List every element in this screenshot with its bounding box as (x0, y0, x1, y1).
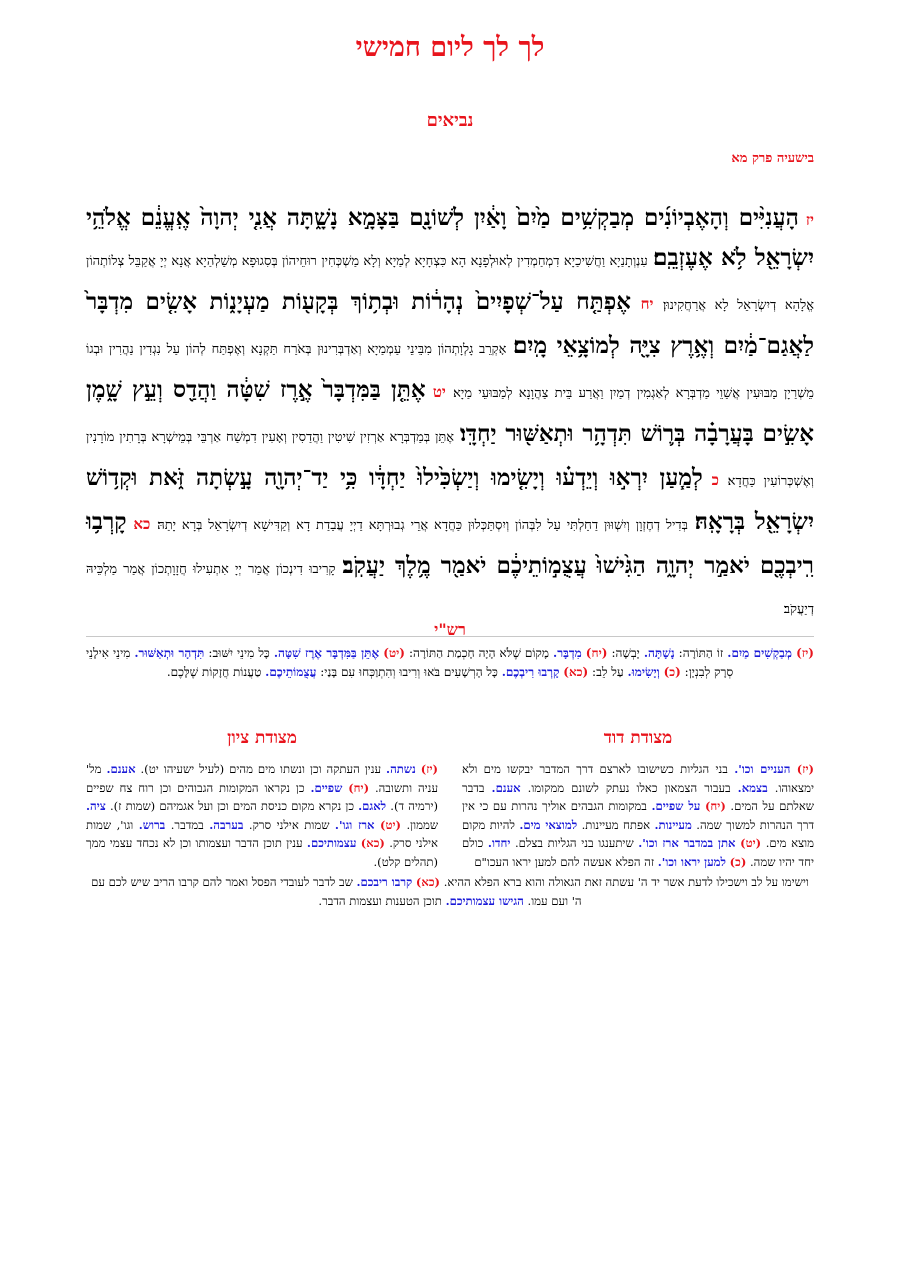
chapter-heading: בישעיה פרק מא (731, 151, 814, 166)
dibur-hamatchil: מעיינות. (654, 817, 692, 832)
dibur-hamatchil: ברוש. (138, 817, 166, 832)
verse-text: קָרְב֥וּ רִֽיבְכֶ֖ם יֹאמַ֣ר יְהוָ֑ה הַגִּ֙ישׁוּ֙ עֲצֻמ֣וֹתֵיכֶ֔ם יֹאמַ֖ר מֶ֥לֶךְ יַעֲקֹֽב׃ (86, 508, 814, 579)
comment-text: שיתענגו בני הגליות בצלם. (515, 836, 634, 851)
dibur-hamatchil: קָרְבוּ רִיבְכֶם. (501, 665, 560, 679)
comment-text: וגו', שמות אילני סרק. (86, 817, 438, 851)
comment-verse-number: (כא) (415, 875, 441, 889)
dibur-hamatchil: שפיים. (310, 780, 343, 795)
targum-text: אֶתֵּן בְּמַדְבְּרָא אַרְזִין שִׁיטִין וַהֲדַסִין וְאָעִין דִמְשַׁח אַרְבֵּי בְּמֵישְׁרָא בְּרָתִין מוֹרָנִין וְאֶשְׁכְּרוֹעִין כַּחֲדָא׃ (86, 430, 814, 489)
comment-verse-number: (יט) (740, 836, 762, 851)
page-title: לך לך ליום חמישי (355, 32, 545, 63)
comment-verse-number: (יז) (420, 762, 439, 776)
dibur-hamatchil: מִדְבָּר. (553, 646, 582, 660)
dibur-hamatchil: נשתה. (386, 762, 416, 776)
comment-text: כָּל הָרְשָׁעִים בֹּאוּ וְרִיבוּ וְהִתְוַכְּחוּ עִם בָּנַי: (320, 665, 498, 679)
comment-text: שב לדבר לעובדי הפסל ואמר להם קרבו הריב שיש לכם עם ה' ועם עמו. (91, 875, 582, 908)
metzudat-zion-title: מצודת ציון (227, 728, 297, 748)
comment-text: יָבְשָׁה: (611, 646, 640, 660)
metzudat-david-title: מצודת דוד (603, 728, 673, 748)
comment-text: כן נקראו המקומות הגבוהים וכן רוח צח שפיים (ירמיה ד). (86, 780, 439, 814)
comment-text: מל' עניה ותשובה. (86, 762, 438, 795)
comment-text: מָקוֹם שֶׁלֹּא הָיָה חָכְמַת הַתּוֹרָה: (409, 646, 549, 660)
dibur-hamatchil: עֲצֻמוֹתֵיכֶם. (265, 665, 317, 679)
comment-text: להיות מקום מוצא מים. (462, 817, 815, 851)
targum-text: עִנְוְתָנַיָא וַחֲשִׁיכַיָא דִמְחַמְדִין לְאוּלְפָנָא הָא כִּצְחָיָא לְמַיָא וְלָא מַשְׁכְּחִין רוּחֵיהוֹן בְּסִגוּפָא מְשַׁלְהַיָא אֲנָא יְיָ אֲקַבֵּל צְלוֹתְהוֹן אֱלָהָא דְיִשְׂרָאֵל לָא אֲרַחֲקִינוּן׃ (86, 254, 815, 313)
comment-verse-number: (כ) (729, 854, 747, 869)
verse-text: אֶפְתַּ֤ח עַל־שְׁפָיִים֙ נְהָר֔וֹת וּבְת֥וֹךְ בְּקָע֖וֹת מַעְיָנ֑וֹת אָשִׂ֤ים מִדְבָּר֙ לַאֲגַם־מַ֔יִם וְאֶ֥רֶץ צִיָּ֖ה לְמוֹצָ֥אֵי מָֽיִם׃ (86, 288, 814, 359)
comment-text: בני הגליות כשישובו לארצם דרך המדבר יבקשו מים ולא ימצאוהו. (462, 762, 814, 795)
targum-text: קָרִיבוּ דִינְכוֹן אֲמַר יְיָ אִתְעִילוּ חֲזָוָתְכוֹן אֲמַר מַלְכֵּיהּ דְיַעֲקֹב׃ (86, 562, 814, 617)
comment-verse-number: (כ) (663, 665, 681, 679)
comment-verse-number: (יז) (796, 762, 814, 776)
comment-verse-number: (יח) (704, 799, 726, 814)
verse-number: כא (133, 515, 151, 533)
targum-text: בְּדִיל דְחֶזְוָן וְיִשְׁוּוּן דַחַלְתִּי עַל לִבְּהוֹן וְיִסְתַּכְּלוּן כַּחֲדָא אֲרֵי גְבוּרְתָּא דַיְיָ עֲבַדַת דָא וְקַדִּישָׁא דְיִשְׂרָאֵל בְּרָא יָתַהּ׃ (157, 518, 688, 533)
dibur-hamatchil: קרבו ריבכם. (356, 875, 413, 889)
verse-number: יט (432, 383, 446, 401)
comment-text: שמות אילני סרק. (248, 817, 330, 832)
comment-text: שממון. (406, 817, 439, 832)
comment-text: כן נקרא מקום כניסת המים וכן ועל אגמיהם (שמות ז). (109, 799, 354, 814)
verse-number: כ (711, 471, 719, 489)
comment-text: במדבר. (170, 817, 204, 832)
verse-number: יז (805, 211, 814, 229)
main-text (86, 198, 814, 630)
comment-verse-number: (כא) (360, 836, 385, 851)
comment-text: זוֹ הַתּוֹרָה: (678, 646, 724, 660)
comment-verse-number: (יט) (379, 817, 401, 832)
dibur-hamatchil: אענם. (491, 780, 521, 795)
verse-text: לְמַ֧עַן יִרְא֣וּ וְיֵדְע֗וּ וְיָשִׂ֤ימוּ וְיַשְׂכִּ֙ילוּ֙ יַחְדָּ֔ו כִּ֥י יַד־יְהוָ֖ה עָ֣שְׂתָה זֹּ֑את וּקְד֥וֹשׁ יִשְׂרָאֵ֖ל בְּרָאָֽהּ׃ (86, 464, 814, 535)
comment-text: זה הפלא אעשה להם למען יראו העכו"ם (474, 854, 655, 869)
dibur-hamatchil: אתן במדבר ארז וכו'. (638, 836, 736, 851)
comment-text: תוכן הטענות ועצמות הדבר. (318, 893, 442, 908)
dibur-hamatchil: ציה. (86, 799, 106, 814)
dibur-hamatchil: הגישו עצמותיכם. (445, 893, 524, 908)
dibur-hamatchil: למוצאי מים. (519, 817, 578, 832)
dibur-hamatchil: מְבַקְשִׁים מַיִם. (727, 646, 793, 660)
comment-text: בעבור הצמאון כאלו נעתק לשונם ממקומו. (527, 780, 731, 795)
comment-text: וישימו על לב וישכילו לדעת אשר יד ה' עשתה זאת הגאולה והוא ברא הפלא ההיא. (443, 875, 809, 889)
verse-number: יח (640, 295, 654, 313)
dibur-hamatchil: לאגם. (358, 799, 387, 814)
comment-verse-number: (יח) (348, 780, 370, 795)
metzudat-david-continuation (86, 873, 814, 910)
comment-verse-number: (יח) (585, 646, 608, 660)
dibur-hamatchil: בערבה. (209, 817, 244, 832)
metzudat-david-commentary (462, 760, 814, 872)
dibur-hamatchil: אענם. (106, 762, 136, 776)
comment-text: ענין העתקה וכן ונשתו מים מהים (לעיל ישעיהו יט). (140, 762, 382, 776)
comment-verse-number: (כא) (563, 665, 589, 679)
comment-verse-number: (יט) (383, 646, 405, 660)
comment-text: במקומות הגבהים אוליך נהרות עם כי אין דרך הנהרות למשוך שמה. (462, 799, 815, 832)
verse-text: הָעֲנִיִּ֨ים וְהָאֶבְיוֹנִ֜ים מְבַקְשִׁ֥ים מַ֙יִם֙ וָאַ֔יִן לְשׁוֹנָ֖ם בַּצָּמָ֣א נָשָׁ֑תָּה אֲנִ֤י יְהוָה֙ אֶֽעֱנֵ֔ם אֱלֹהֵ֥י יִשְׂרָאֵ֖ל לֹ֥א אֶעֶזְבֵֽם׃ (86, 204, 814, 271)
rashi-title: רש"י (434, 620, 466, 639)
dibur-hamatchil: עצמותיכם. (306, 836, 357, 851)
comment-text: ענין תוכן הדבר ועצמותו וכן לא נכחד עצמי ממך (תהלים קלט). (86, 836, 438, 869)
comment-text: אפתח מעיינות. (581, 817, 651, 832)
rashi-commentary (86, 644, 814, 682)
targum-text: אָקְרֵב גָלְוָתְהוֹן מִבֵּינֵי עַמְמַיָא וְאַדְבְּרִינוּן בְּאֹרַח תַּקְנָא וְאֶפְתַּח לְהוֹן עַל נִגְדִין נַהֲרִין וּבְגוֹ מֵשְׁרַיָן מַבּוּעִין אֲשַׁוֵי מַדְבְּרָא לְאַגְמִין דְמַיִן וַאֲרַע בֵּית צַהֲוָנָא לְמַבּוּעֵי מַיָא׃ (86, 342, 814, 401)
comment-text: כולם יחד יהיו שמה. (462, 836, 814, 869)
metzudat-zion-commentary (86, 760, 438, 872)
dibur-hamatchil: וְיָשִׂימוּ. (627, 665, 660, 679)
comment-text: טַעֲנוֹת חֲזָקוֹת שֶׁלָּכֶם. (166, 665, 262, 679)
verse-text: אֶתֵּ֤ן בַּמִּדְבָּר֙ אֶ֣רֶז שִׁטָּ֔ה וַהֲדַ֖ס וְעֵ֣ץ שָׁ֑מֶן אָשִׂ֣ים בָּעֲרָבָ֗ה בְּר֛וֹשׁ תִּדְהָ֥ר וּתְאַשּׁ֖וּר יַחְדָּֽו׃ (86, 376, 814, 447)
comment-text: מִינֵי אִילָנֵי סְרָק לְבִנְיָן: (86, 646, 734, 679)
dibur-hamatchil: אֶתֵּן בַּמִּדְבָּר אֶרֶז שִׁטָּה. (273, 646, 380, 660)
dibur-hamatchil: ארז וגו'. (334, 817, 375, 832)
section-title: נביאים (426, 110, 474, 131)
comment-text: בדבר שאלתם על המים. (462, 780, 815, 814)
comment-text: כָּל מִינֵי יִשּׁוּב: (208, 646, 270, 660)
dibur-hamatchil: על שפיים. (651, 799, 701, 814)
dibur-hamatchil: תִּדְהָר וּתְאַשּׁוּר. (134, 646, 205, 660)
dibur-hamatchil: למען יראו וכו'. (657, 854, 726, 869)
comment-text: עַל לֵב: (592, 665, 624, 679)
dibur-hamatchil: העניים וכו'. (734, 762, 791, 776)
dibur-hamatchil: בצמא. (737, 780, 768, 795)
comment-verse-number: (יז) (796, 646, 814, 660)
dibur-hamatchil: נָשָׁתָּה. (643, 646, 675, 660)
dibur-hamatchil: יחדו. (487, 836, 511, 851)
